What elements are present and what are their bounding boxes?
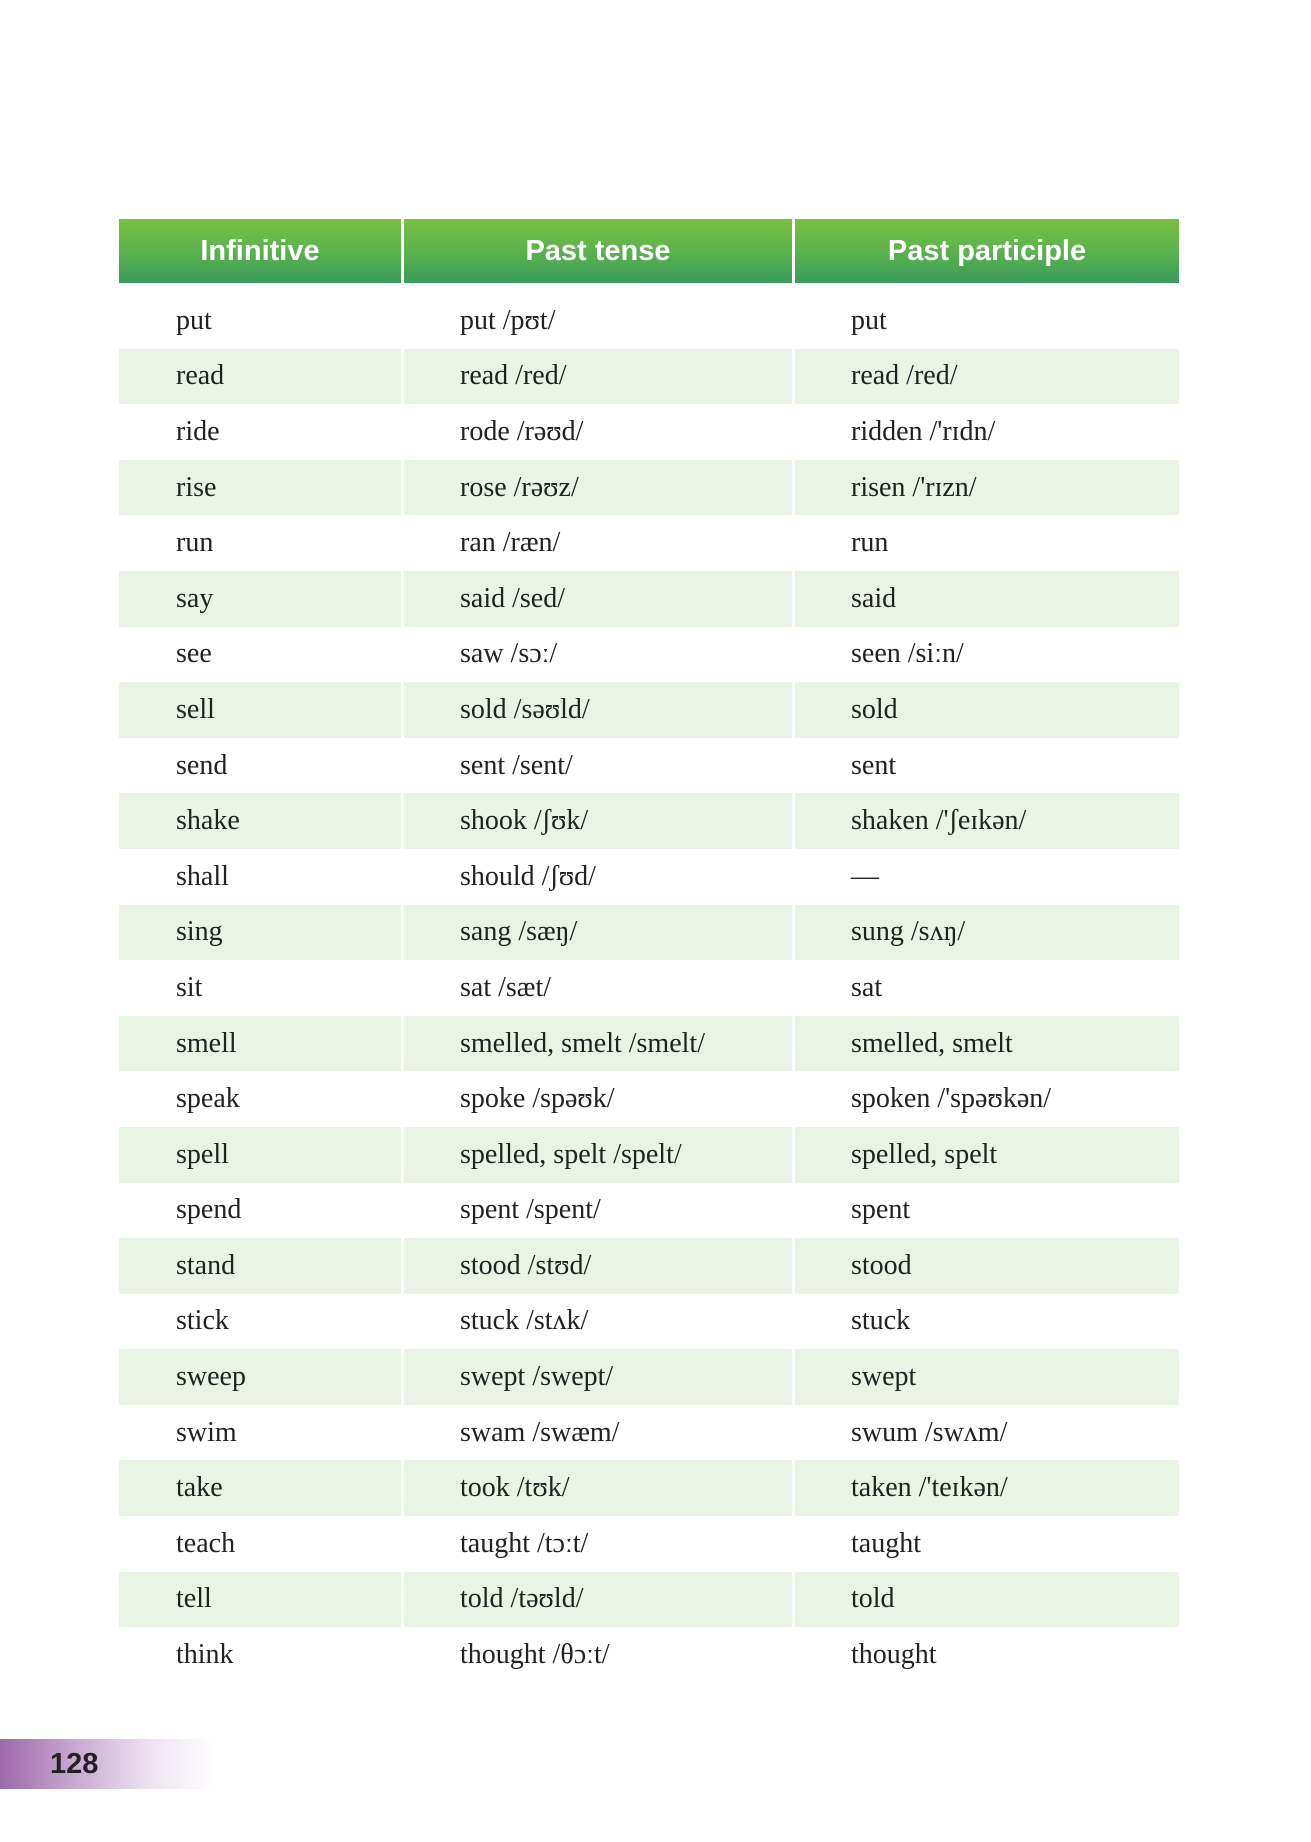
infinitive-cell: think bbox=[176, 1639, 234, 1671]
past-participle-cell: stood bbox=[795, 1238, 1179, 1294]
infinitive-cell: teach bbox=[176, 1527, 236, 1559]
header-infinitive: Infinitive bbox=[119, 219, 401, 283]
past-tense-cell: thought /θɔːt/ bbox=[460, 1639, 610, 1671]
past-tense-cell: told /təʊld/ bbox=[404, 1572, 792, 1628]
past-tense-cell: rose /rəʊz/ bbox=[404, 460, 792, 516]
table-row bbox=[119, 849, 1179, 905]
past-tense-cell: shook /ʃʊk/ bbox=[404, 793, 792, 849]
infinitive-cell: tell bbox=[119, 1572, 401, 1628]
past-tense-cell: should /ʃʊd/ bbox=[460, 860, 596, 892]
past-tense-cell: stood /stʊd/ bbox=[404, 1238, 792, 1294]
infinitive-cell: stand bbox=[119, 1238, 401, 1294]
infinitive-cell: shall bbox=[176, 860, 229, 892]
past-participle-cell: sold bbox=[795, 682, 1179, 738]
table-row bbox=[119, 460, 1179, 516]
infinitive-cell: spell bbox=[119, 1127, 401, 1183]
past-tense-cell: said /sed/ bbox=[404, 571, 792, 627]
past-participle-cell: put bbox=[851, 304, 887, 336]
past-participle-cell: stuck bbox=[851, 1305, 911, 1337]
past-participle-cell: risen /'rɪzn/ bbox=[795, 460, 1179, 516]
past-tense-cell: swept /swept/ bbox=[404, 1349, 792, 1405]
header-past-tense: Past tense bbox=[404, 219, 792, 283]
table-row bbox=[119, 1071, 1179, 1127]
table-row bbox=[119, 571, 1179, 627]
past-participle-cell: spent bbox=[851, 1194, 911, 1226]
infinitive-cell: take bbox=[119, 1460, 401, 1516]
page-number: 128 bbox=[50, 1747, 99, 1780]
header-past-participle: Past participle bbox=[795, 219, 1179, 283]
past-participle-cell: sat bbox=[851, 971, 883, 1003]
past-tense-cell: read /red/ bbox=[404, 349, 792, 405]
infinitive-cell: sing bbox=[119, 905, 401, 961]
table-row bbox=[119, 905, 1179, 961]
past-participle-cell: smelled, smelt bbox=[795, 1016, 1179, 1072]
past-tense-cell: taught /tɔːt/ bbox=[460, 1527, 589, 1559]
irregular-verbs-table bbox=[119, 219, 1179, 1683]
table-row bbox=[119, 1516, 1179, 1572]
table-row bbox=[119, 960, 1179, 1016]
table-row bbox=[119, 1016, 1179, 1072]
table-row bbox=[119, 682, 1179, 738]
past-participle-cell: swum /swʌm/ bbox=[851, 1416, 1008, 1448]
table-row bbox=[119, 1405, 1179, 1461]
past-tense-cell: stuck /stʌk/ bbox=[460, 1305, 589, 1337]
table-row bbox=[119, 1294, 1179, 1350]
infinitive-cell: say bbox=[119, 571, 401, 627]
infinitive-cell: run bbox=[176, 527, 214, 559]
table-header-row bbox=[119, 219, 1179, 283]
table-body bbox=[119, 293, 1179, 1683]
past-participle-cell: swept bbox=[795, 1349, 1179, 1405]
infinitive-cell: swim bbox=[176, 1416, 237, 1448]
past-tense-cell: smelled, smelt /smelt/ bbox=[404, 1016, 792, 1072]
past-tense-cell: took /tʊk/ bbox=[404, 1460, 792, 1516]
infinitive-cell: put bbox=[176, 304, 212, 336]
table-row bbox=[119, 793, 1179, 849]
table-row bbox=[119, 1460, 1179, 1516]
table-row bbox=[119, 1572, 1179, 1628]
past-tense-cell: put /pʊt/ bbox=[460, 304, 556, 336]
table-row bbox=[119, 1349, 1179, 1405]
infinitive-cell: shake bbox=[119, 793, 401, 849]
past-participle-cell: told bbox=[795, 1572, 1179, 1628]
past-participle-cell: spoken /'spəʊkən/ bbox=[851, 1083, 1052, 1115]
table-row bbox=[119, 627, 1179, 683]
past-participle-cell: thought bbox=[851, 1639, 937, 1671]
past-tense-cell: sang /sæŋ/ bbox=[404, 905, 792, 961]
table-row bbox=[119, 404, 1179, 460]
past-participle-cell: — bbox=[851, 860, 879, 892]
infinitive-cell: stick bbox=[176, 1305, 229, 1337]
infinitive-cell: send bbox=[176, 749, 228, 781]
table-row bbox=[119, 1127, 1179, 1183]
past-participle-cell: run bbox=[851, 527, 889, 559]
past-participle-cell: shaken /'ʃeɪkən/ bbox=[795, 793, 1179, 849]
infinitive-cell: spend bbox=[176, 1194, 242, 1226]
past-tense-cell: saw /sɔː/ bbox=[460, 638, 558, 670]
infinitive-cell: rise bbox=[119, 460, 401, 516]
past-tense-cell: ran /ræn/ bbox=[460, 527, 561, 559]
past-participle-cell: ridden /'rɪdn/ bbox=[851, 415, 996, 447]
page-number-tab bbox=[0, 1739, 215, 1789]
table-row bbox=[119, 515, 1179, 571]
past-tense-cell: spelled, spelt /spelt/ bbox=[404, 1127, 792, 1183]
past-tense-cell: swam /swæm/ bbox=[460, 1416, 620, 1448]
past-tense-cell: sold /səʊld/ bbox=[404, 682, 792, 738]
past-participle-cell: spelled, spelt bbox=[795, 1127, 1179, 1183]
infinitive-cell: smell bbox=[119, 1016, 401, 1072]
table-row bbox=[119, 1183, 1179, 1239]
past-participle-cell: read /red/ bbox=[795, 349, 1179, 405]
past-tense-cell: sent /sent/ bbox=[460, 749, 573, 781]
infinitive-cell: see bbox=[176, 638, 212, 670]
infinitive-cell: read bbox=[119, 349, 401, 405]
past-participle-cell: taught bbox=[851, 1527, 921, 1559]
infinitive-cell: speak bbox=[176, 1083, 240, 1115]
past-participle-cell: said bbox=[795, 571, 1179, 627]
table-row bbox=[119, 738, 1179, 794]
table-row bbox=[119, 293, 1179, 349]
past-participle-cell: seen /siːn/ bbox=[851, 638, 964, 670]
past-tense-cell: spent /spent/ bbox=[460, 1194, 601, 1226]
table-row bbox=[119, 1627, 1179, 1683]
past-participle-cell: sung /sʌŋ/ bbox=[795, 905, 1179, 961]
infinitive-cell: sell bbox=[119, 682, 401, 738]
infinitive-cell: sweep bbox=[119, 1349, 401, 1405]
table-row bbox=[119, 349, 1179, 405]
past-tense-cell: sat /sæt/ bbox=[460, 971, 552, 1003]
past-participle-cell: taken /'teɪkən/ bbox=[795, 1460, 1179, 1516]
infinitive-cell: ride bbox=[176, 415, 220, 447]
past-tense-cell: rode /rəʊd/ bbox=[460, 415, 584, 447]
past-tense-cell: spoke /spəʊk/ bbox=[460, 1083, 615, 1115]
table-row bbox=[119, 1238, 1179, 1294]
past-participle-cell: sent bbox=[851, 749, 897, 781]
infinitive-cell: sit bbox=[176, 971, 203, 1003]
